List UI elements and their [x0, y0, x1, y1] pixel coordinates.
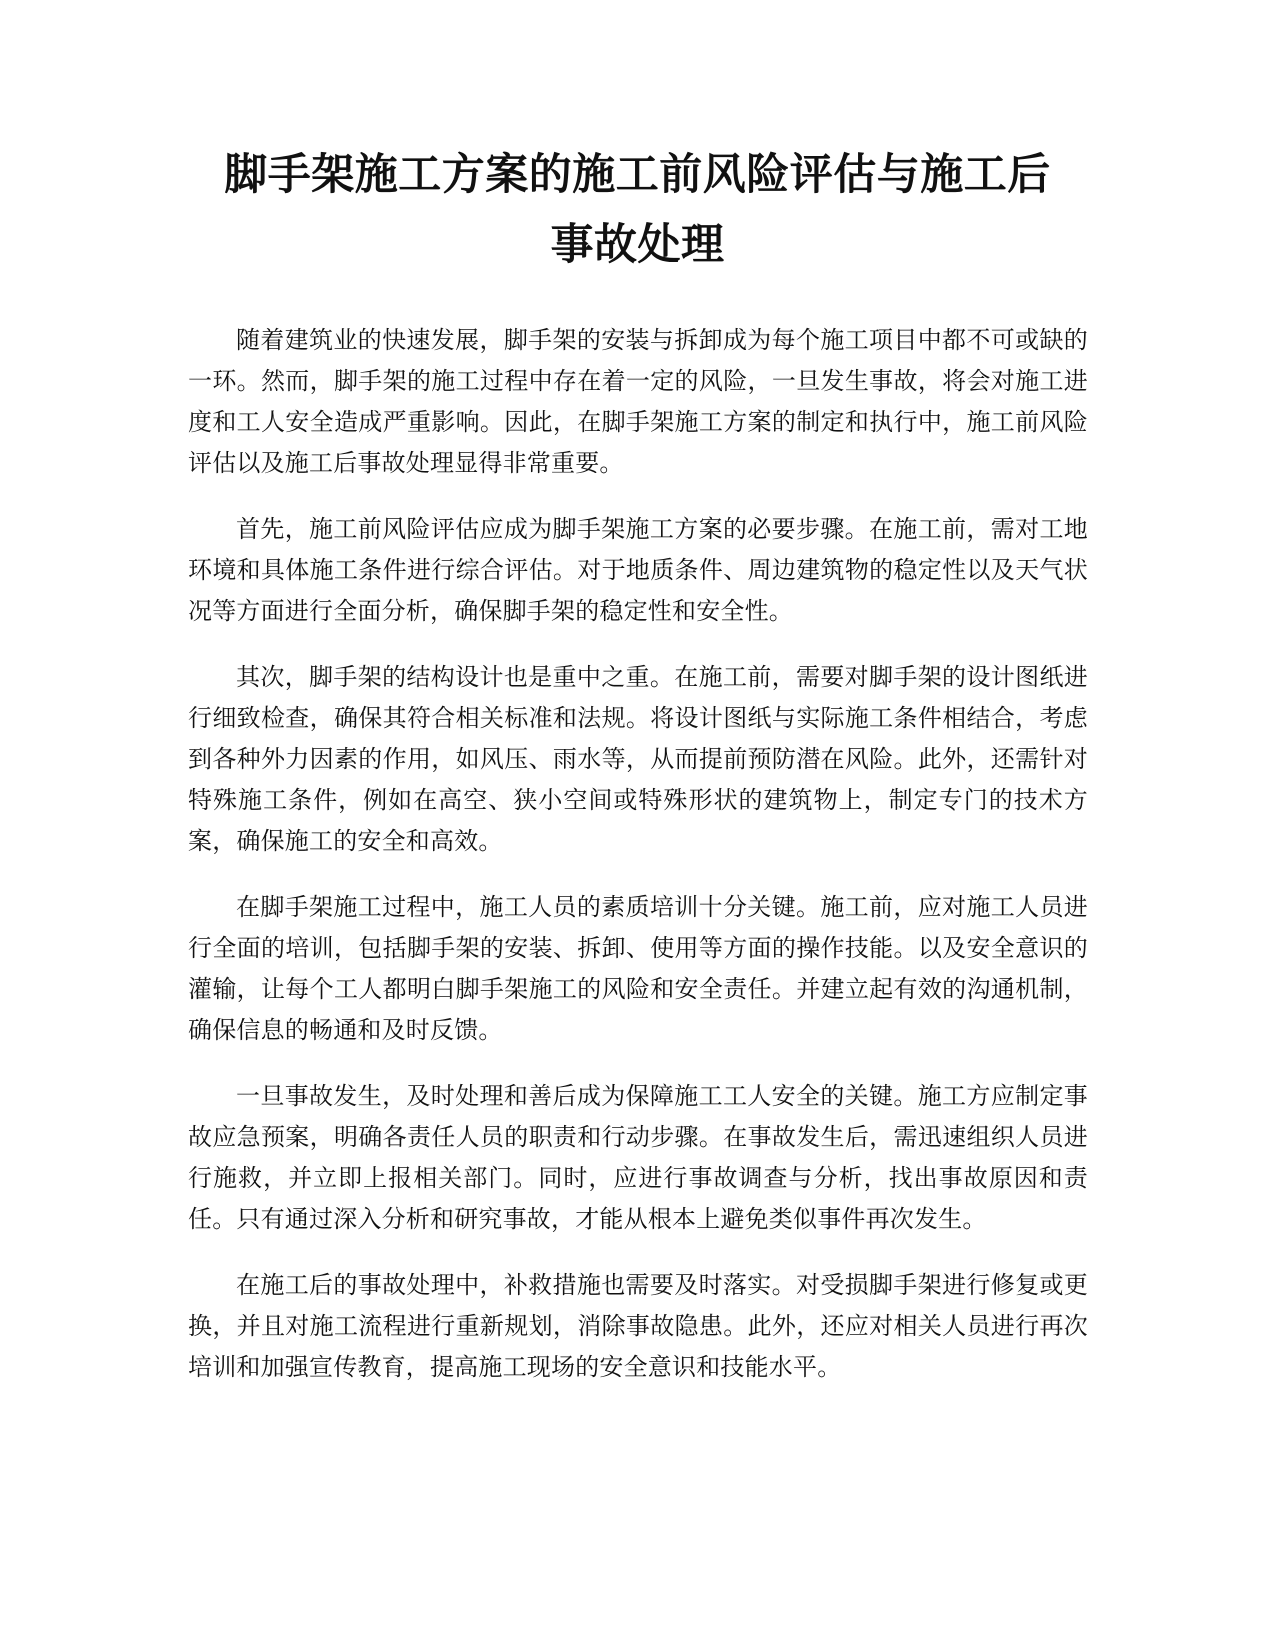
paragraph-intro: 随着建筑业的快速发展，脚手架的安装与拆卸成为每个施工项目中都不可或缺的一环。然而，脚手架的施工过程中存在着一定的风险，一旦发生事故，将会对施工进度和工人安全造成严重影响。因此，在脚手架施工方案的制定和执行中，施工前风险评估以及施工后事故处理显得非常重要。	[188, 326, 1088, 477]
title-line-1: 脚手架施工方案的施工前风险评估与施工后	[224, 150, 1051, 200]
document-title	[150, 140, 1125, 280]
paragraph-risk-assessment: 首先，施工前风险评估应成为脚手架施工方案的必要步骤。在施工前，需对工地环境和具体施工条件进行综合评估。对于地质条件、周边建筑物的稳定性以及天气状况等方面进行全面分析，确保脚手架的稳定性和安全性。	[188, 515, 1088, 625]
paragraph-remediation: 在施工后的事故处理中，补救措施也需要及时落实。对受损脚手架进行修复或更换，并且对施工流程进行重新规划，消除事故隐患。此外，还应对相关人员进行再次培训和加强宣传教育，提高施工现场的安全意识和技能水平。	[188, 1271, 1088, 1381]
title-line-2: 事故处理	[550, 220, 725, 270]
paragraph-accident-response: 一旦事故发生，及时处理和善后成为保障施工工人安全的关键。施工方应制定事故应急预案，明确各责任人员的职责和行动步骤。在事故发生后，需迅速组织人员进行施救，并立即上报相关部门。同时，应进行事故调查与分析，找出事故原因和责任。只有通过深入分析和研究事故，才能从根本上避免类似事件再次发生。	[188, 1082, 1088, 1233]
document-body	[188, 320, 1088, 1413]
paragraph-training: 在脚手架施工过程中，施工人员的素质培训十分关键。施工前，应对施工人员进行全面的培训，包括脚手架的安装、拆卸、使用等方面的操作技能。以及安全意识的灌输，让每个工人都明白脚手架施工的风险和安全责任。并建立起有效的沟通机制，确保信息的畅通和及时反馈。	[188, 893, 1088, 1044]
paragraph-structural-design: 其次，脚手架的结构设计也是重中之重。在施工前，需要对脚手架的设计图纸进行细致检查，确保其符合相关标准和法规。将设计图纸与实际施工条件相结合，考虑到各种外力因素的作用，如风压、雨水等，从而提前预防潜在风险。此外，还需针对特殊施工条件，例如在高空、狭小空间或特殊形状的建筑物上，制定专门的技术方案，确保施工的安全和高效。	[188, 663, 1088, 855]
